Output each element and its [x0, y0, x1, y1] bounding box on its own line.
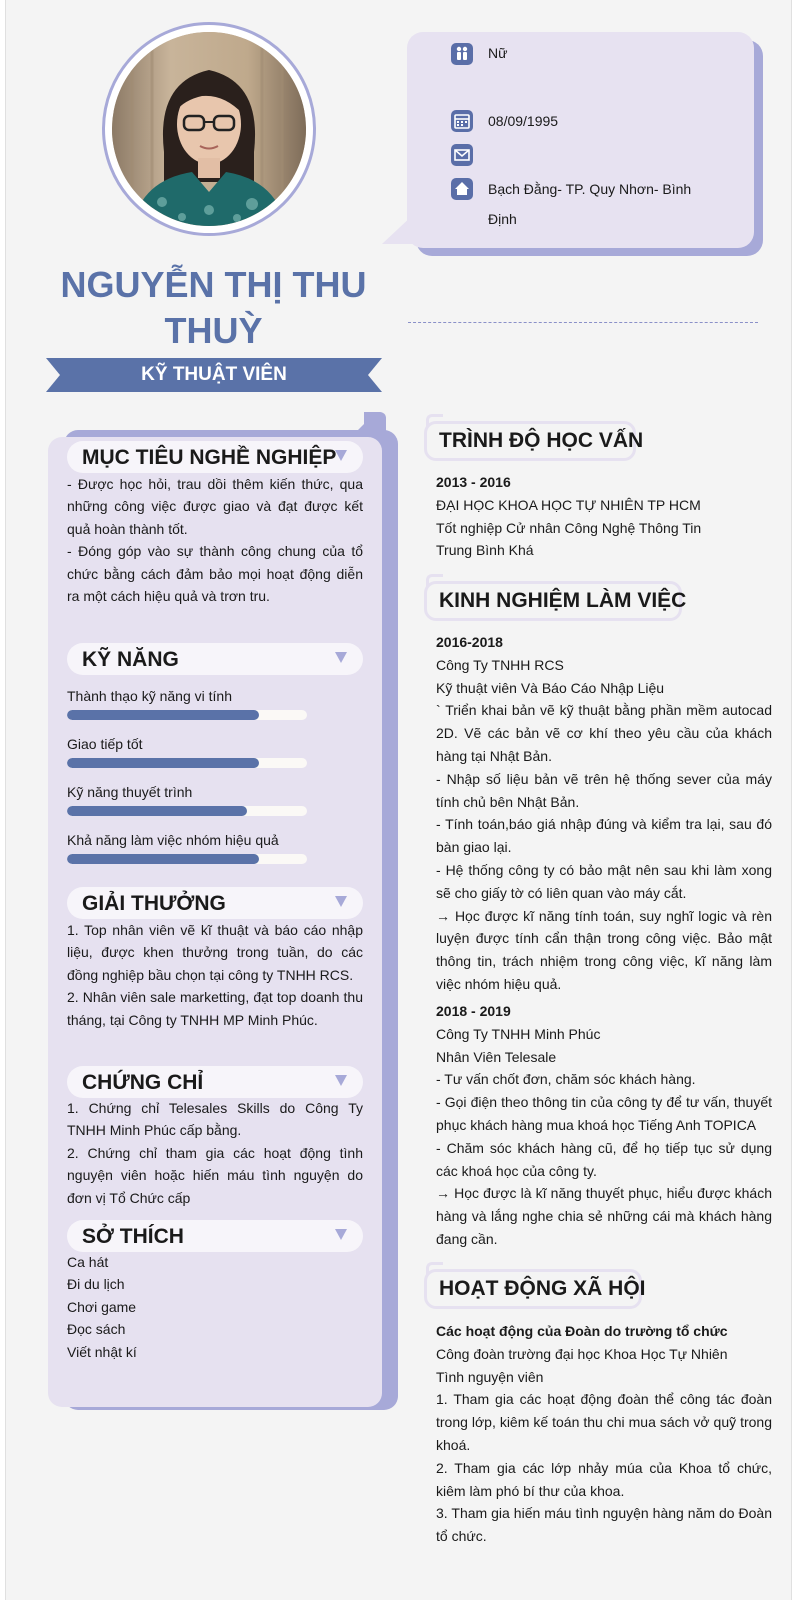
skills-header — [67, 643, 363, 675]
objective-line: - Được học hỏi, trau dồi thêm kiến thức, qua những công việc được giao và đạt được kết quả hoàn thành tốt. — [67, 476, 363, 537]
skill-bar-fill — [67, 710, 259, 720]
skill-label: Kỹ năng thuyết trình — [67, 784, 193, 800]
birthday-value: 08/09/1995 — [488, 113, 559, 129]
job-company: Công Ty TNHH RCS — [436, 656, 564, 673]
job-line: ` Triển khai bản vẽ kỹ thuật bằng phần mềm autocad 2D. Vẽ các bản vẽ cơ khí theo yêu cầu của khách hàng tại Nhật Bản. — [436, 702, 772, 764]
left-card-tab-corner — [350, 424, 364, 438]
avatar-photo — [112, 32, 306, 226]
education-block — [436, 471, 772, 562]
job-title-ribbon: KỸ THUẬT VIÊN — [46, 358, 382, 392]
hobby-item: Chơi game — [67, 1298, 137, 1315]
divider — [408, 322, 758, 323]
job-line: - Tính toán,báo giá nhập đúng và kiểm tra lại, sau đó bàn giao lại. — [436, 816, 772, 856]
hobby-item: Ca hát — [67, 1254, 109, 1270]
full-name: NGUYỄN THỊ THU THUỲ — [60, 264, 367, 351]
education-period: 2013 - 2016 — [436, 474, 511, 490]
award-line: 1. Top nhân viên vẽ kĩ thuật và báo cáo nhập liệu, được khen thưởng trong tuần, do các đồng nghiệp bầu chọn tại công ty TNHH RCS. — [67, 922, 363, 983]
skill-label: Khả năng làm việc nhóm hiệu quả — [67, 832, 279, 848]
certificates-header — [67, 1066, 363, 1098]
social-line: 3. Tham gia hiến máu tình nguyện hàng năm do Đoàn tổ chức. — [436, 1505, 772, 1545]
hobby-item: Viết nhật kí — [67, 1343, 137, 1360]
job-line: → Học được kĩ năng tính toán, suy nghĩ logic và rèn luyện được tính cẩn thận trong công việc. Bảo mật thông tin, trách nhiệm trong công việc, kĩ năng làm việc nhóm hiệu quả. — [436, 907, 772, 992]
certificate-line: 1. Chứng chỉ Telesales Skills do Công Ty TNHH Minh Phúc cấp bằng. — [67, 1100, 363, 1139]
skill-bar-fill — [67, 758, 259, 768]
gender-value: Nữ — [488, 45, 508, 61]
skill-bar — [67, 710, 307, 720]
experience-job-2 — [436, 1000, 772, 1251]
job-line: - Chăm sóc khách hàng cũ, để họ tiếp tục sử dụng các khoá học của công ty. — [436, 1139, 772, 1179]
skill-label: Thành thạo kỹ năng vi tính — [67, 688, 232, 704]
skill-bar-fill — [67, 854, 259, 864]
hobby-item: Đọc sách — [67, 1321, 126, 1338]
job-company: Công Ty TNHH Minh Phúc — [436, 1025, 601, 1042]
job-role: Kỹ thuật viên Và Báo Cáo Nhập Liệu — [436, 679, 665, 696]
certificates-text — [67, 1097, 363, 1209]
email-icon — [451, 144, 473, 166]
social-block — [436, 1320, 772, 1548]
chevron-down-icon — [335, 450, 347, 461]
address-value: Bạch Đằng- TP. Quy Nhơn- Bình Định — [488, 181, 692, 227]
education-header — [424, 421, 644, 461]
avatar — [112, 32, 306, 226]
resume-page — [5, 0, 792, 1600]
home-icon — [451, 178, 473, 200]
experience-title: KINH NGHIỆM LÀM VIỆC — [439, 589, 687, 612]
experience-job-1 — [436, 631, 772, 996]
calendar-icon — [451, 110, 473, 132]
gender-icon — [451, 43, 473, 65]
job-line: - Gọi điện theo thông tin của công ty để tư vấn, thuyết phục khách hàng mua khoá học Tiếng Anh TOPICA — [436, 1094, 772, 1133]
chevron-down-icon — [335, 896, 347, 907]
job-period: 2016-2018 — [436, 634, 503, 650]
job-line: - Tư vấn chốt đơn, chăm sóc khách hàng. — [436, 1071, 696, 1088]
certificates-title: CHỨNG CHỈ — [82, 1071, 204, 1094]
social-line: 1. Tham gia các hoạt động đoàn thể công tác đoàn trong lớp, kiêm kế toán thu chi mua sách vở quỹ trong khoá. — [436, 1391, 772, 1453]
chevron-down-icon — [335, 652, 347, 663]
awards-text — [67, 919, 363, 1031]
award-line: 2. Nhân viên sale marketting, đạt top doanh thu tháng, tại Công ty TNHH MP Minh Phúc. — [67, 989, 363, 1028]
skill-label: Giao tiếp tốt — [67, 736, 143, 752]
objective-text — [67, 473, 363, 607]
hobbies-list — [67, 1251, 137, 1363]
hobby-item: Đi du lịch — [67, 1276, 125, 1293]
skill-bar — [67, 854, 307, 864]
social-role: Tình nguyện viên — [436, 1368, 544, 1385]
hobbies-header — [67, 1220, 363, 1252]
objective-line: - Đóng góp vào sự thành công chung của tổ chức bằng cách đảm bảo mọi hoạt động diễn ra một cách hiệu quả và trơn tru. — [67, 543, 363, 605]
education-school: ĐẠI HỌC KHOA HỌC TỰ NHIÊN TP HCM — [436, 496, 701, 513]
objective-header — [67, 441, 363, 473]
social-line: 2. Tham gia các lớp nhảy múa của Khoa tổ chức, kiêm làm phó bí thư của khoa. — [436, 1459, 772, 1499]
experience-header — [424, 581, 687, 621]
education-grade: Trung Bình Khá — [436, 542, 534, 559]
job-line: → Học được là kĩ năng thuyết phục, hiểu được khách hàng và lắng nghe chia sẻ những cái mà khách hàng đang cần. — [436, 1185, 772, 1247]
job-line: - Hệ thống công ty có bảo mật nên sau khi làm xong sẽ cho giấy tờ có liên quan vào máy cắt. — [436, 861, 772, 901]
job-line: - Nhập số liệu bản vẽ trên hệ thống sever của máy tính chủ bên Nhật Bản. — [436, 770, 772, 810]
hobbies-title: SỞ THÍCH — [82, 1225, 184, 1248]
chevron-down-icon — [335, 1075, 347, 1086]
skills-title: KỸ NĂNG — [82, 648, 179, 671]
skill-bar-fill — [67, 806, 247, 816]
social-heading: Các hoạt động của Đoàn do trường tổ chức — [436, 1323, 728, 1339]
skill-bar — [67, 758, 307, 768]
social-header — [424, 1269, 646, 1309]
objective-title: MỤC TIÊU NGHỀ NGHIỆP — [82, 446, 337, 469]
education-title: TRÌNH ĐỘ HỌC VẤN — [439, 429, 644, 452]
education-degree: Tốt nghiệp Cử nhân Công Nghệ Thông Tin — [436, 519, 702, 536]
awards-title: GIẢI THƯỞNG — [82, 892, 226, 915]
certificate-line: 2. Chứng chỉ tham gia các hoạt động tình nguyện viên hoặc hiến máu tình nguyện do đơn vị Tổ Chức cấp — [67, 1144, 363, 1206]
chevron-down-icon — [335, 1229, 347, 1240]
contact-tail — [382, 214, 414, 244]
social-org: Công đoàn trường đại học Khoa Học Tự Nhiên — [436, 1345, 728, 1362]
job-role: Nhân Viên Telesale — [436, 1048, 557, 1065]
awards-header — [67, 887, 363, 919]
social-title: HOẠT ĐỘNG XÃ HỘI — [439, 1277, 646, 1300]
job-period: 2018 - 2019 — [436, 1003, 511, 1019]
skill-bar — [67, 806, 307, 816]
